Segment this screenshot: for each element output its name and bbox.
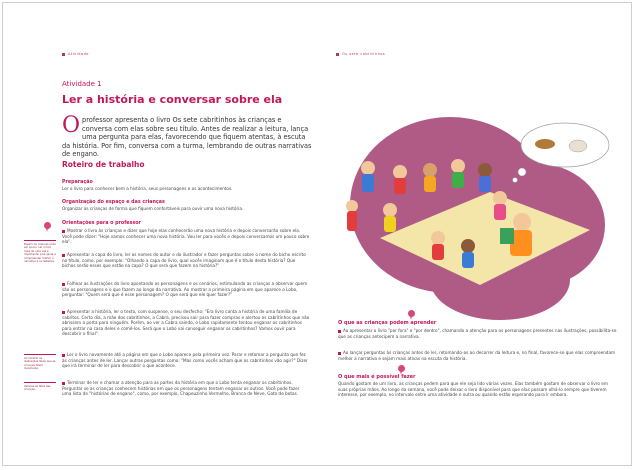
pushpin-icon <box>398 365 405 372</box>
pushpin-icon <box>44 222 51 229</box>
preparacao-heading: Preparação <box>62 180 93 185</box>
left-running-head: Atividade <box>62 52 89 56</box>
bullet-icon <box>62 354 65 357</box>
organizacao-heading: Organização do espaço e das crianças <box>62 200 165 205</box>
orientacao-item: Mostrar o livro às crianças e dizer que hoje elas conhecerão uma nova história e depois conversarão sobre ela. Você pode dizer: "Hoje vamos conhecer uma nova história. Vou ler para vocês e depois conversamos um pouco sobre ela". <box>62 228 310 245</box>
pushpin-icon <box>408 310 415 317</box>
organizacao-text: Organizar as crianças de forma que fiquem confortáveis para ouvir uma nova história. <box>62 206 244 211</box>
aprender-item: Ao apresentar o livro "por fora" e "por dentro", chamando a atenção para os personagens presentes nas ilustrações, possibilita-se que as crianças antecipem a narrativa. <box>338 328 617 339</box>
orientacao-item: Ler o livro novamente até a página em que o Lobo aparece pela primeira vez. Parar e retomar a pergunta que fez às crianças antes de ler. Lançar outras perguntas como: "Mas como vocês acham que os cabritinhos vão agir?" Dizer que irá terminar de ler para descobrir o que acontece. <box>62 352 308 369</box>
sidenote: Ao mostrar as ilustrações deixe que as crianças falem livremente. <box>24 354 56 371</box>
right-running-head: Os sete cabritinhos <box>336 52 385 56</box>
bullet-icon <box>62 254 65 257</box>
orientacoes-heading: Orientações para o professor <box>62 221 141 226</box>
orientacao-item: Terminar de ler e chamar a atenção para as partes da história em que o Lobo tenta enganar os cabritinhos. Perguntar se as crianças conhecem histórias em que os personagens tentam enganar os outros. Você pode fazer uma lista de "histórias de engano", como, por exemplo, Chapeuzinho Vermelho, Branca de Neve, Gato de botas. <box>62 380 300 397</box>
possivel-text: Quando gostam de um livro, as crianças pedem para que ele seja lido várias vezes. Elas também gostam de observar o livro em suas próprias mãos. Ao longo da semana, você pode deixar o livro disponível para que elas possam olhá-lo sempre que tiverem interesse, por exemplo, no intervalo entre uma atividade e outra ou quando estão esperando para ir embora. <box>338 381 608 398</box>
sidenote: Espero de crianças pode ser pouco. Ler o livro mais de uma vez é importante, pois ajuda a compreender melhor a narrativa e os detalhes. <box>24 240 56 263</box>
roteiro-heading: Roteiro de trabalho <box>62 160 145 169</box>
bullet-icon <box>338 330 341 333</box>
story-circle-illustration <box>340 110 612 320</box>
orientacao-item: Apresentar a capa do livro, ler os nomes do autor e do ilustrador e fazer perguntas sobre o nome do bicho escrito no título, como, por exemplo: "Olhando a capa do livro, qual vocês imaginam que é o título desta história? Que bichos serão esses que estão na capa? O que será que fazem na história?" <box>62 252 306 269</box>
aprender-item: Ao lançar perguntas às crianças antes de ler, retomando-as ao decorrer da leitura e, no final, favorece-se que elas compreendam melhor a narrativa e sejam mais ativas na escuta da história. <box>338 350 616 361</box>
bullet-icon <box>62 382 65 385</box>
bullet-icon <box>62 311 65 314</box>
orientacao-item: Folhear as ilustrações do livro apontando os personagens e os cenários, estimulando as crianças a observar quem são os personagens e o que fazem ao longo da narrativa. Ao mostrar a primeira página em que aparece o Lobo, perguntar: "Quem será que é esse personagem? O que será que ele quer fazer?" <box>62 281 308 298</box>
possivel-heading: O que mais é possível fazer <box>338 374 416 380</box>
activity-label: Atividade 1 <box>62 80 102 88</box>
preparacao-text: Ler o livro para conhecer bem a história, seus personagens e os acontecimentos. <box>62 186 233 191</box>
bullet-icon <box>62 230 65 233</box>
aprender-heading: O que as crianças podem aprender <box>338 320 437 326</box>
page-title: Ler a história e conversar sobre ela <box>62 93 283 106</box>
orientacao-item: Apresentar a história, ler o texto, com suspense, o seu desfecho: "Era livro conta a história de uma família de cabritos. Certo dia, a mãe dos cabritinhos, a Cabra, precisou sair para fazer compras e alertou os cabritinhos que não abrissem a porta para ninguém. Porém, ao ver a Cabra saindo, o Lobo rapidamente tentou enganar os cabritinhos para entrar na casa deles e comê-los. Será que o Lobo vai conseguir enganar os cabritinhos? Vamos ouvir para descobrir o final". <box>62 309 310 337</box>
lead-text: professor apresenta o livro Os sete cabritinhos às crianças e conversa com elas sobre seu título. Antes de realizar a leitura, lança uma pergunta para elas, favorecendo que fiquem atentas, à escuta da história. Por fim, conversa com a turma, lembrando de outras narrativas de engano. <box>62 116 312 159</box>
lead-paragraph <box>62 113 312 159</box>
bullet-icon <box>338 352 341 355</box>
bullet-icon <box>62 283 65 286</box>
drop-cap: O <box>62 113 81 138</box>
sidenote: Valorize as falas das crianças. <box>24 382 56 392</box>
